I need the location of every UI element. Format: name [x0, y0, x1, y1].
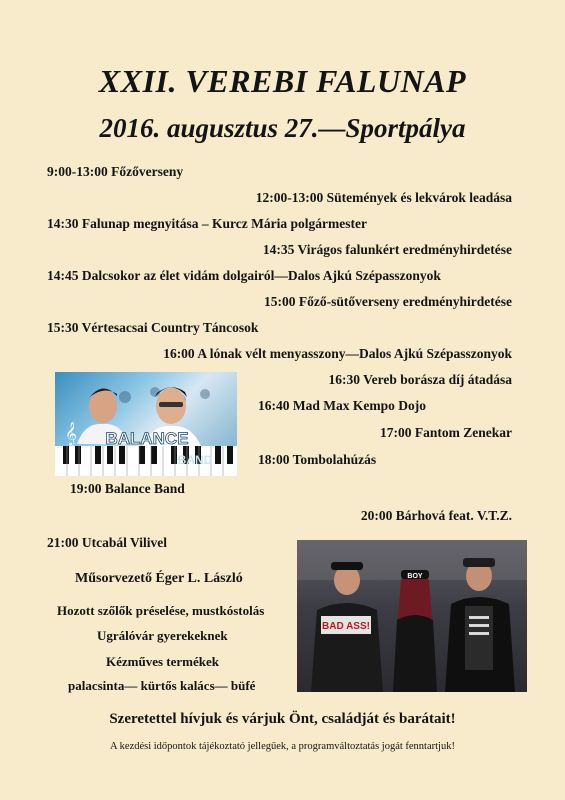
cap-print-text: BOY — [407, 573, 423, 580]
extra-item: Kézműves termékek — [106, 654, 219, 669]
schedule-item: 19:00 Balance Band — [70, 481, 185, 496]
schedule-item: 14:45 Dalcsokor az élet vidám dolgairól—Dalos Ajkú Szépasszonyok — [47, 268, 441, 283]
barhova-band-photo — [297, 540, 527, 692]
disclaimer-text: A kezdési időpontok tájékoztató jellegűek, a programváltoztatás jogát fenntartjuk! — [110, 741, 455, 752]
extra-item: palacsinta— kürtős kalács— büfé — [68, 678, 256, 693]
barhova-band-illustration — [297, 540, 527, 692]
schedule-item: 17:00 Fantom Zenekar — [380, 425, 512, 440]
extra-item: Ugrálóvár gyerekeknek — [97, 628, 228, 643]
schedule-item: 15:30 Vértesacsai Country Táncosok — [47, 320, 259, 335]
schedule-item: 12:00-13:00 Sütemények és lekvárok leadása — [255, 190, 512, 205]
balance-band-illustration — [55, 372, 237, 476]
schedule-item: 14:30 Falunap megnyitása – Kurcz Mária polgármester — [47, 216, 367, 231]
schedule-item: 9:00-13:00 Főzőverseny — [47, 164, 184, 179]
shirt-print-text: BAD ASS! — [322, 621, 370, 632]
schedule-item: 15:00 Főző-sütőverseny eredményhirdetése — [264, 294, 512, 309]
extra-item: Hozott szőlők préselése, mustkóstolás — [57, 603, 265, 618]
schedule-item: 21:00 Utcabál Vilivel — [47, 535, 167, 550]
treble-clef-icon: 𝄞 — [65, 421, 77, 445]
balance-logo-text: BALANCE — [105, 429, 189, 448]
schedule-item: 14:35 Virágos falunkért eredményhirdetése — [262, 242, 512, 257]
schedule-item: 16:30 Vereb borásza díj átadása — [328, 372, 512, 387]
schedule-item: 18:00 Tombolahúzás — [258, 452, 377, 467]
event-date-venue: 2016. augusztus 27.—Sportpálya — [99, 113, 466, 143]
balance-band-photo — [55, 372, 237, 476]
event-title: XXII. VEREBI FALUNAP — [98, 63, 467, 99]
schedule-item: 20:00 Bárhová feat. V.T.Z. — [360, 508, 512, 523]
schedule-item: 16:40 Mad Max Kempo Dojo — [258, 398, 426, 413]
invitation-text: Szeretettel hívjuk és várjuk Önt, családját és barátait! — [109, 711, 456, 727]
balance-logo-sub: BAND — [177, 453, 213, 467]
host-name: Műsorvezető Éger L. László — [75, 571, 243, 586]
schedule-item: 16:00 A lónak vélt menyasszony—Dalos Ajkú Szépasszonyok — [163, 346, 512, 361]
